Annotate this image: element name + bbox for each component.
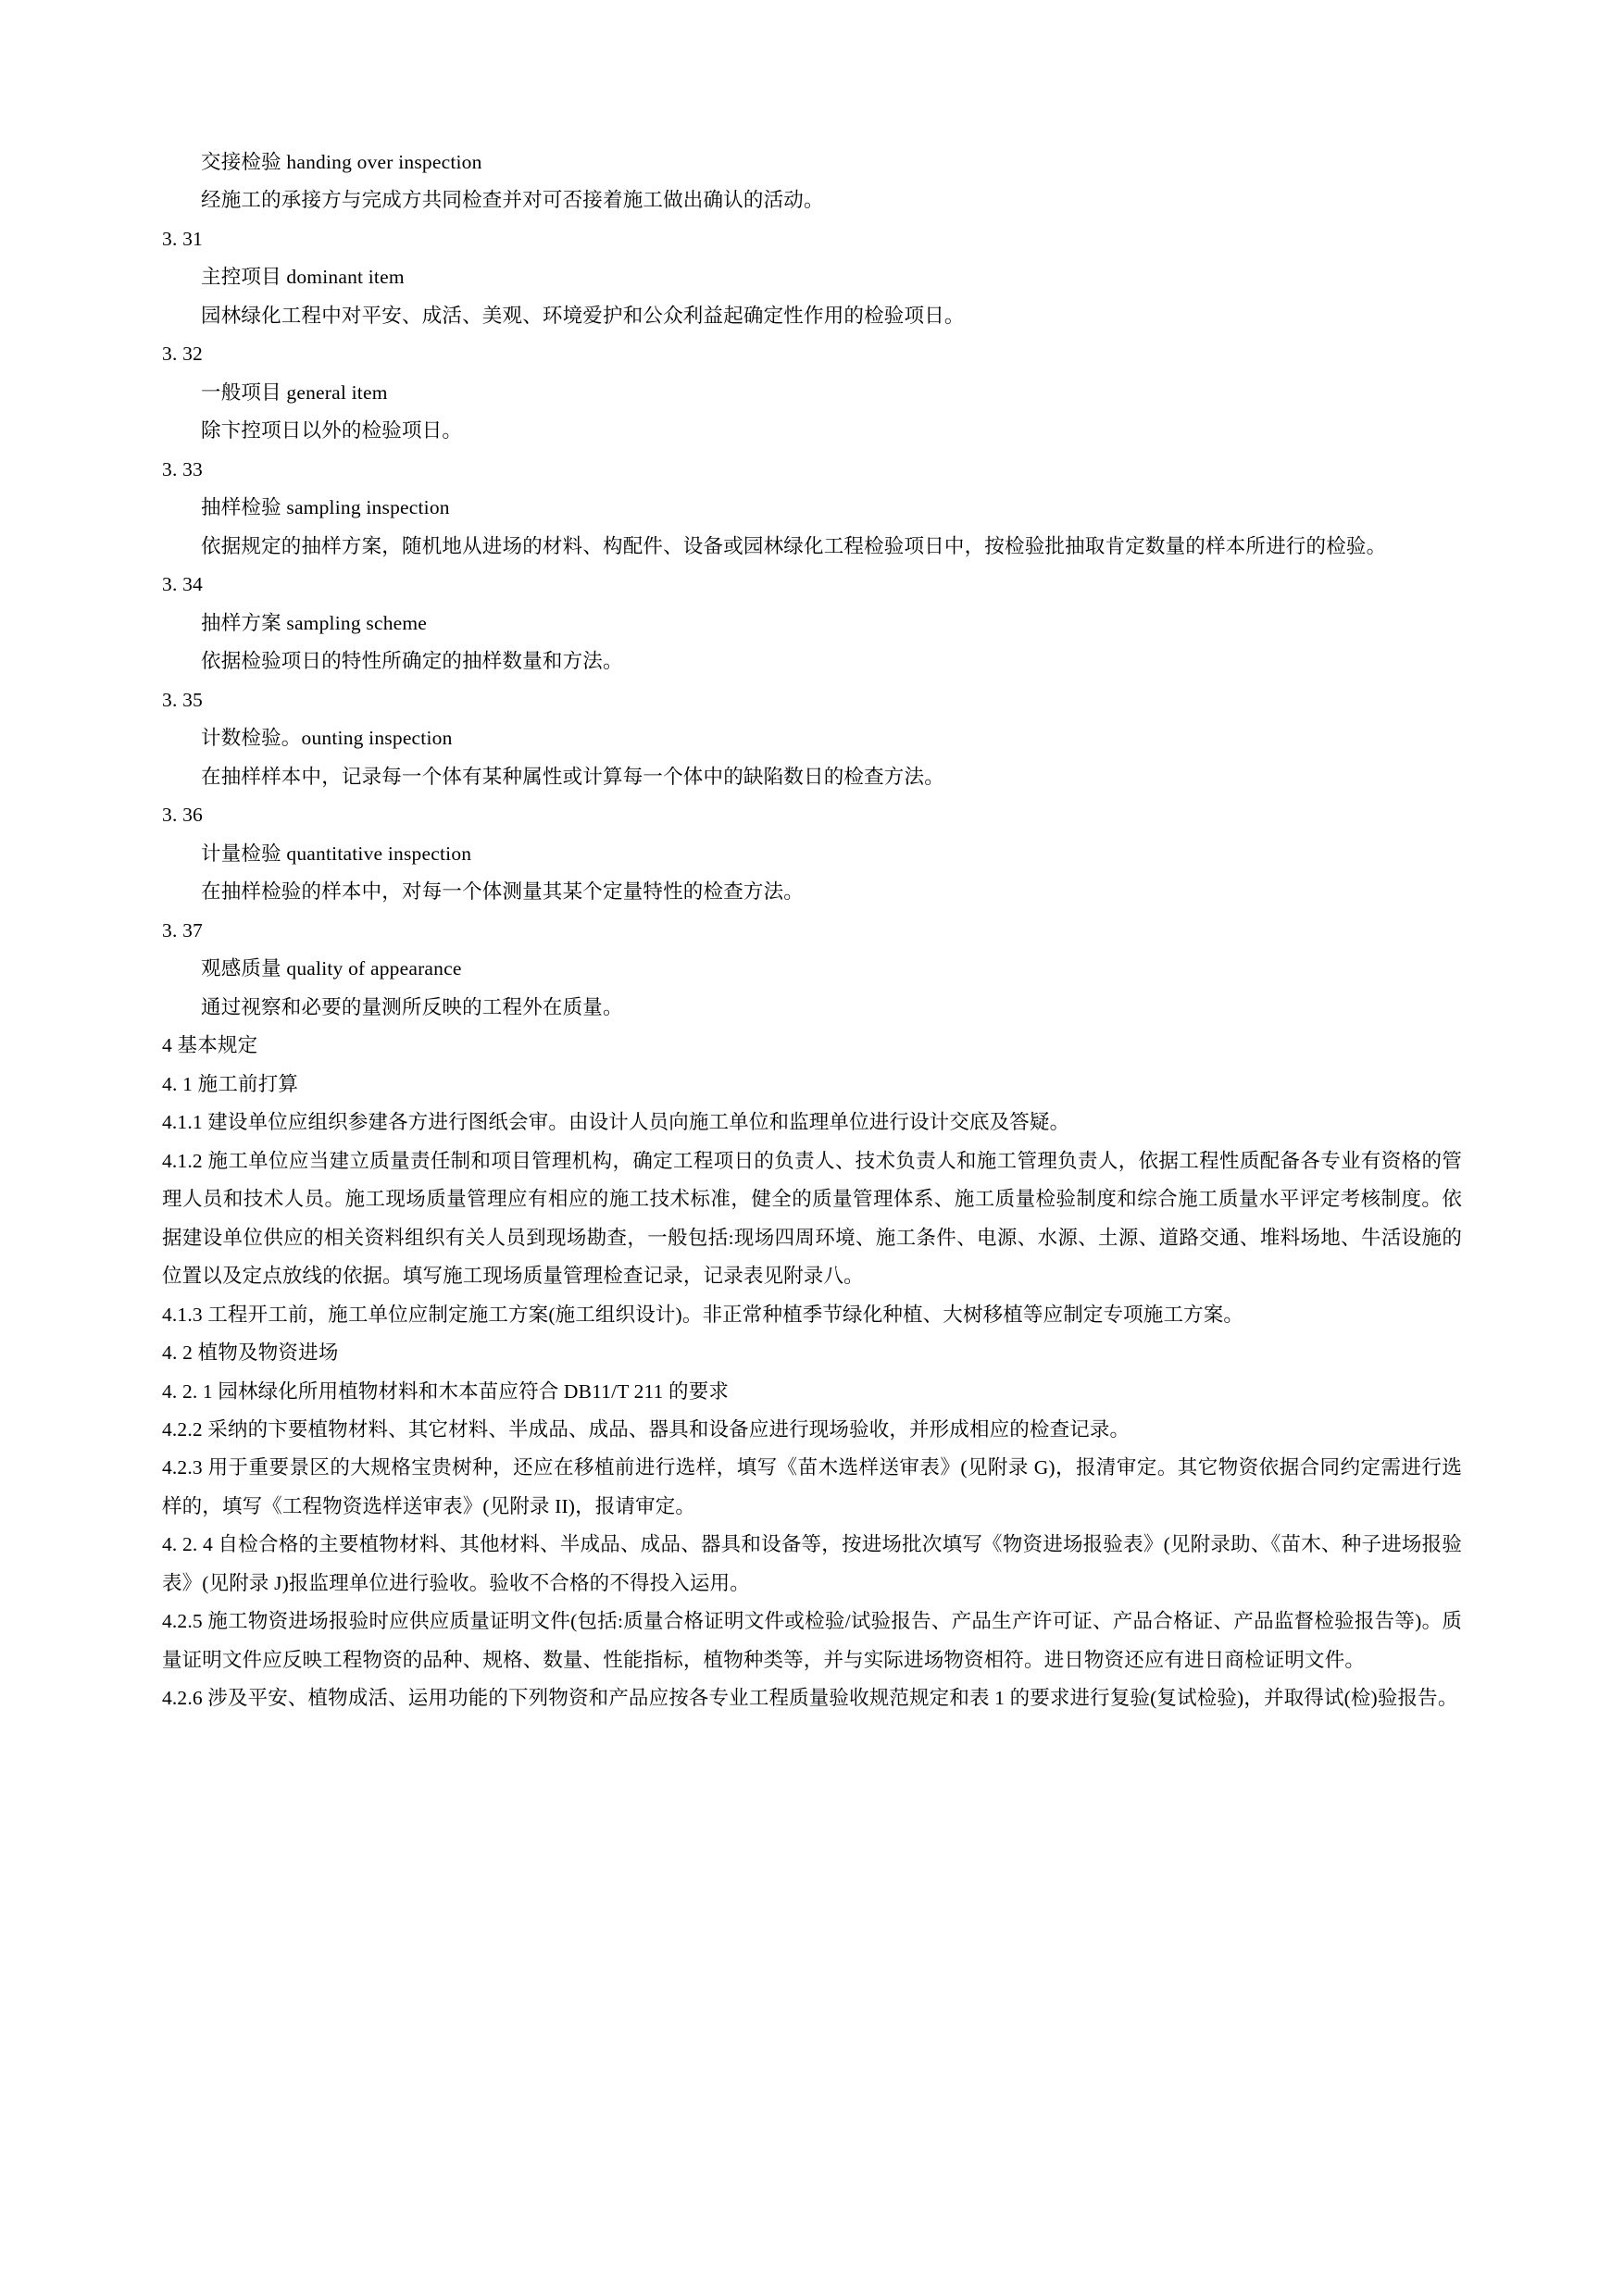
- clause-number-3-33: 3. 33: [162, 457, 203, 480]
- definition-quantitative-inspection: 在抽样检验的样本中，对每一个体测量其某个定量特性的检查方法。: [201, 880, 805, 904]
- clause-number-3-32: 3. 32: [162, 343, 203, 366]
- paragraph-4-1-2: 4.1.2 施工单位应当建立质量责任制和项目管理机构，确定工程项日的负责人、技术负责人和施工管理负责人，依据工程性质配备各专业有资格的管理人员和技术人员。施工现场质量管理应有相应的施工技术标准，健全的质量管理体系、施工质量检验制度和综合施工质量水平评定考核制度。依据建设单位供应的相关资料组织有关人员到现场勘查，一般包括:现场四周环境、施工条件、电源、水源、土源、道路交通、堆料场地、牛活设施的位置以及定点放线的依据。填写施工现场质量管理检查记录，记录表见附录八。: [162, 1149, 1462, 1288]
- term-handing-over-inspection: 交接检验 handing over inspection: [201, 151, 482, 173]
- paragraph-4-2-5: 4.2.5 施工物资进场报验时应供应质量证明文件(包括:质量合格证明文件或检验/试验报告、产品生产许可证、产品合格证、产品监督检验报告等)。质量证明文件应反映工程物资的品种、规格、数量、性能指标，植物种类等，并与实际进场物资相符。进日物资还应有进日商检证明文件。: [162, 1610, 1462, 1671]
- section-heading-4-1: 4. 1 施工前打算: [162, 1072, 299, 1095]
- term-quality-of-appearance: 观感质量 quality of appearance: [201, 957, 462, 980]
- paragraph-4-2-6: 4.2.6 涉及平安、植物成活、运用功能的下列物资和产品应按各专业工程质量验收规范规定和表 1 的要求进行复验(复试检验)，并取得试(检)验报告。: [162, 1687, 1458, 1710]
- paragraph-4-2-2: 4.2.2 采纳的卞要植物材料、其它材料、半成品、成品、器具和设备应进行现场验收，并形成相应的检查记录。: [162, 1417, 1131, 1441]
- document-body: [162, 144, 1462, 1718]
- definition-quality-of-appearance: 通过视察和必要的量测所反映的工程外在质量。: [201, 995, 623, 1018]
- term-sampling-inspection: 抽样检验 sampling inspection: [201, 496, 450, 519]
- clause-number-3-36: 3. 36: [162, 804, 203, 827]
- definition-counting-inspection: 在抽样样本中，记录每一个体有某种属性或计算每一个体中的缺陷数日的检查方法。: [201, 765, 944, 788]
- paragraph-4-1-3: 4.1.3 工程开工前，施工单位应制定施工方案(施工组织设计)。非正常种植季节绿化种植、大树移植等应制定专项施工方案。: [162, 1303, 1244, 1326]
- definition-dominant-item: 园林绿化工程中对平安、成活、美观、环境爱护和公众利益起确定性作用的检验项日。: [201, 304, 965, 327]
- term-dominant-item: 主控项目 dominant item: [201, 266, 405, 289]
- clause-number-3-37: 3. 37: [162, 918, 203, 942]
- paragraph-4-2-3: 4.2.3 用于重要景区的大规格宝贵树种，还应在移植前进行选样，填写《苗木选样送审表》(见附录 G)，报清审定。其它物资依据合同约定需进行选样的，填写《工程物资选样送审表》(见附录 II)，报请审定。: [162, 1456, 1462, 1517]
- definition-sampling-scheme: 依据检验项日的特性所确定的抽样数量和方法。: [201, 650, 623, 673]
- term-sampling-scheme: 抽样方案 sampling scheme: [201, 611, 428, 634]
- definition-handing-over-inspection: 经施工的承接方与完成方共同检查并对可否接着施工做出确认的活动。: [201, 189, 824, 212]
- clause-number-3-34: 3. 34: [162, 573, 203, 596]
- clause-number-3-35: 3. 35: [162, 688, 203, 711]
- clause-number-3-31: 3. 31: [162, 227, 203, 250]
- term-quantitative-inspection: 计量检验 quantitative inspection: [201, 842, 472, 865]
- section-heading-4-2: 4. 2 植物及物资进场: [162, 1341, 339, 1365]
- term-general-item: 一般项目 general item: [201, 381, 388, 404]
- definition-general-item: 除卞控项日以外的检验项日。: [201, 419, 463, 443]
- paragraph-4-2-4: 4. 2. 4 自检合格的主要植物材料、其他材料、半成品、成品、器具和设备等，按进场批次填写《物资进场报验表》(见附录助、《苗木、种子进场报验表》(见附录 J)报监理单位进行验收。验收不合格的不得投入运用。: [162, 1533, 1462, 1594]
- section-heading-4: 4 基本规定: [162, 1034, 258, 1057]
- paragraph-4-1-1: 4.1.1 建设单位应组织参建各方进行图纸会审。由设计人员向施工单位和监理单位进行设计交底及答疑。: [162, 1111, 1070, 1134]
- paragraph-4-2-1: 4. 2. 1 园林绿化所用植物材料和木本苗应符合 DB11/T 211 的要求: [162, 1379, 729, 1403]
- definition-sampling-inspection: 依据规定的抽样方案，随机地从进场的材料、构配件、设备或园林绿化工程检验项日中，按检验批抽取肯定数量的样本所进行的检验。: [201, 534, 1387, 557]
- term-counting-inspection: 计数检验。ounting inspection: [201, 727, 453, 750]
